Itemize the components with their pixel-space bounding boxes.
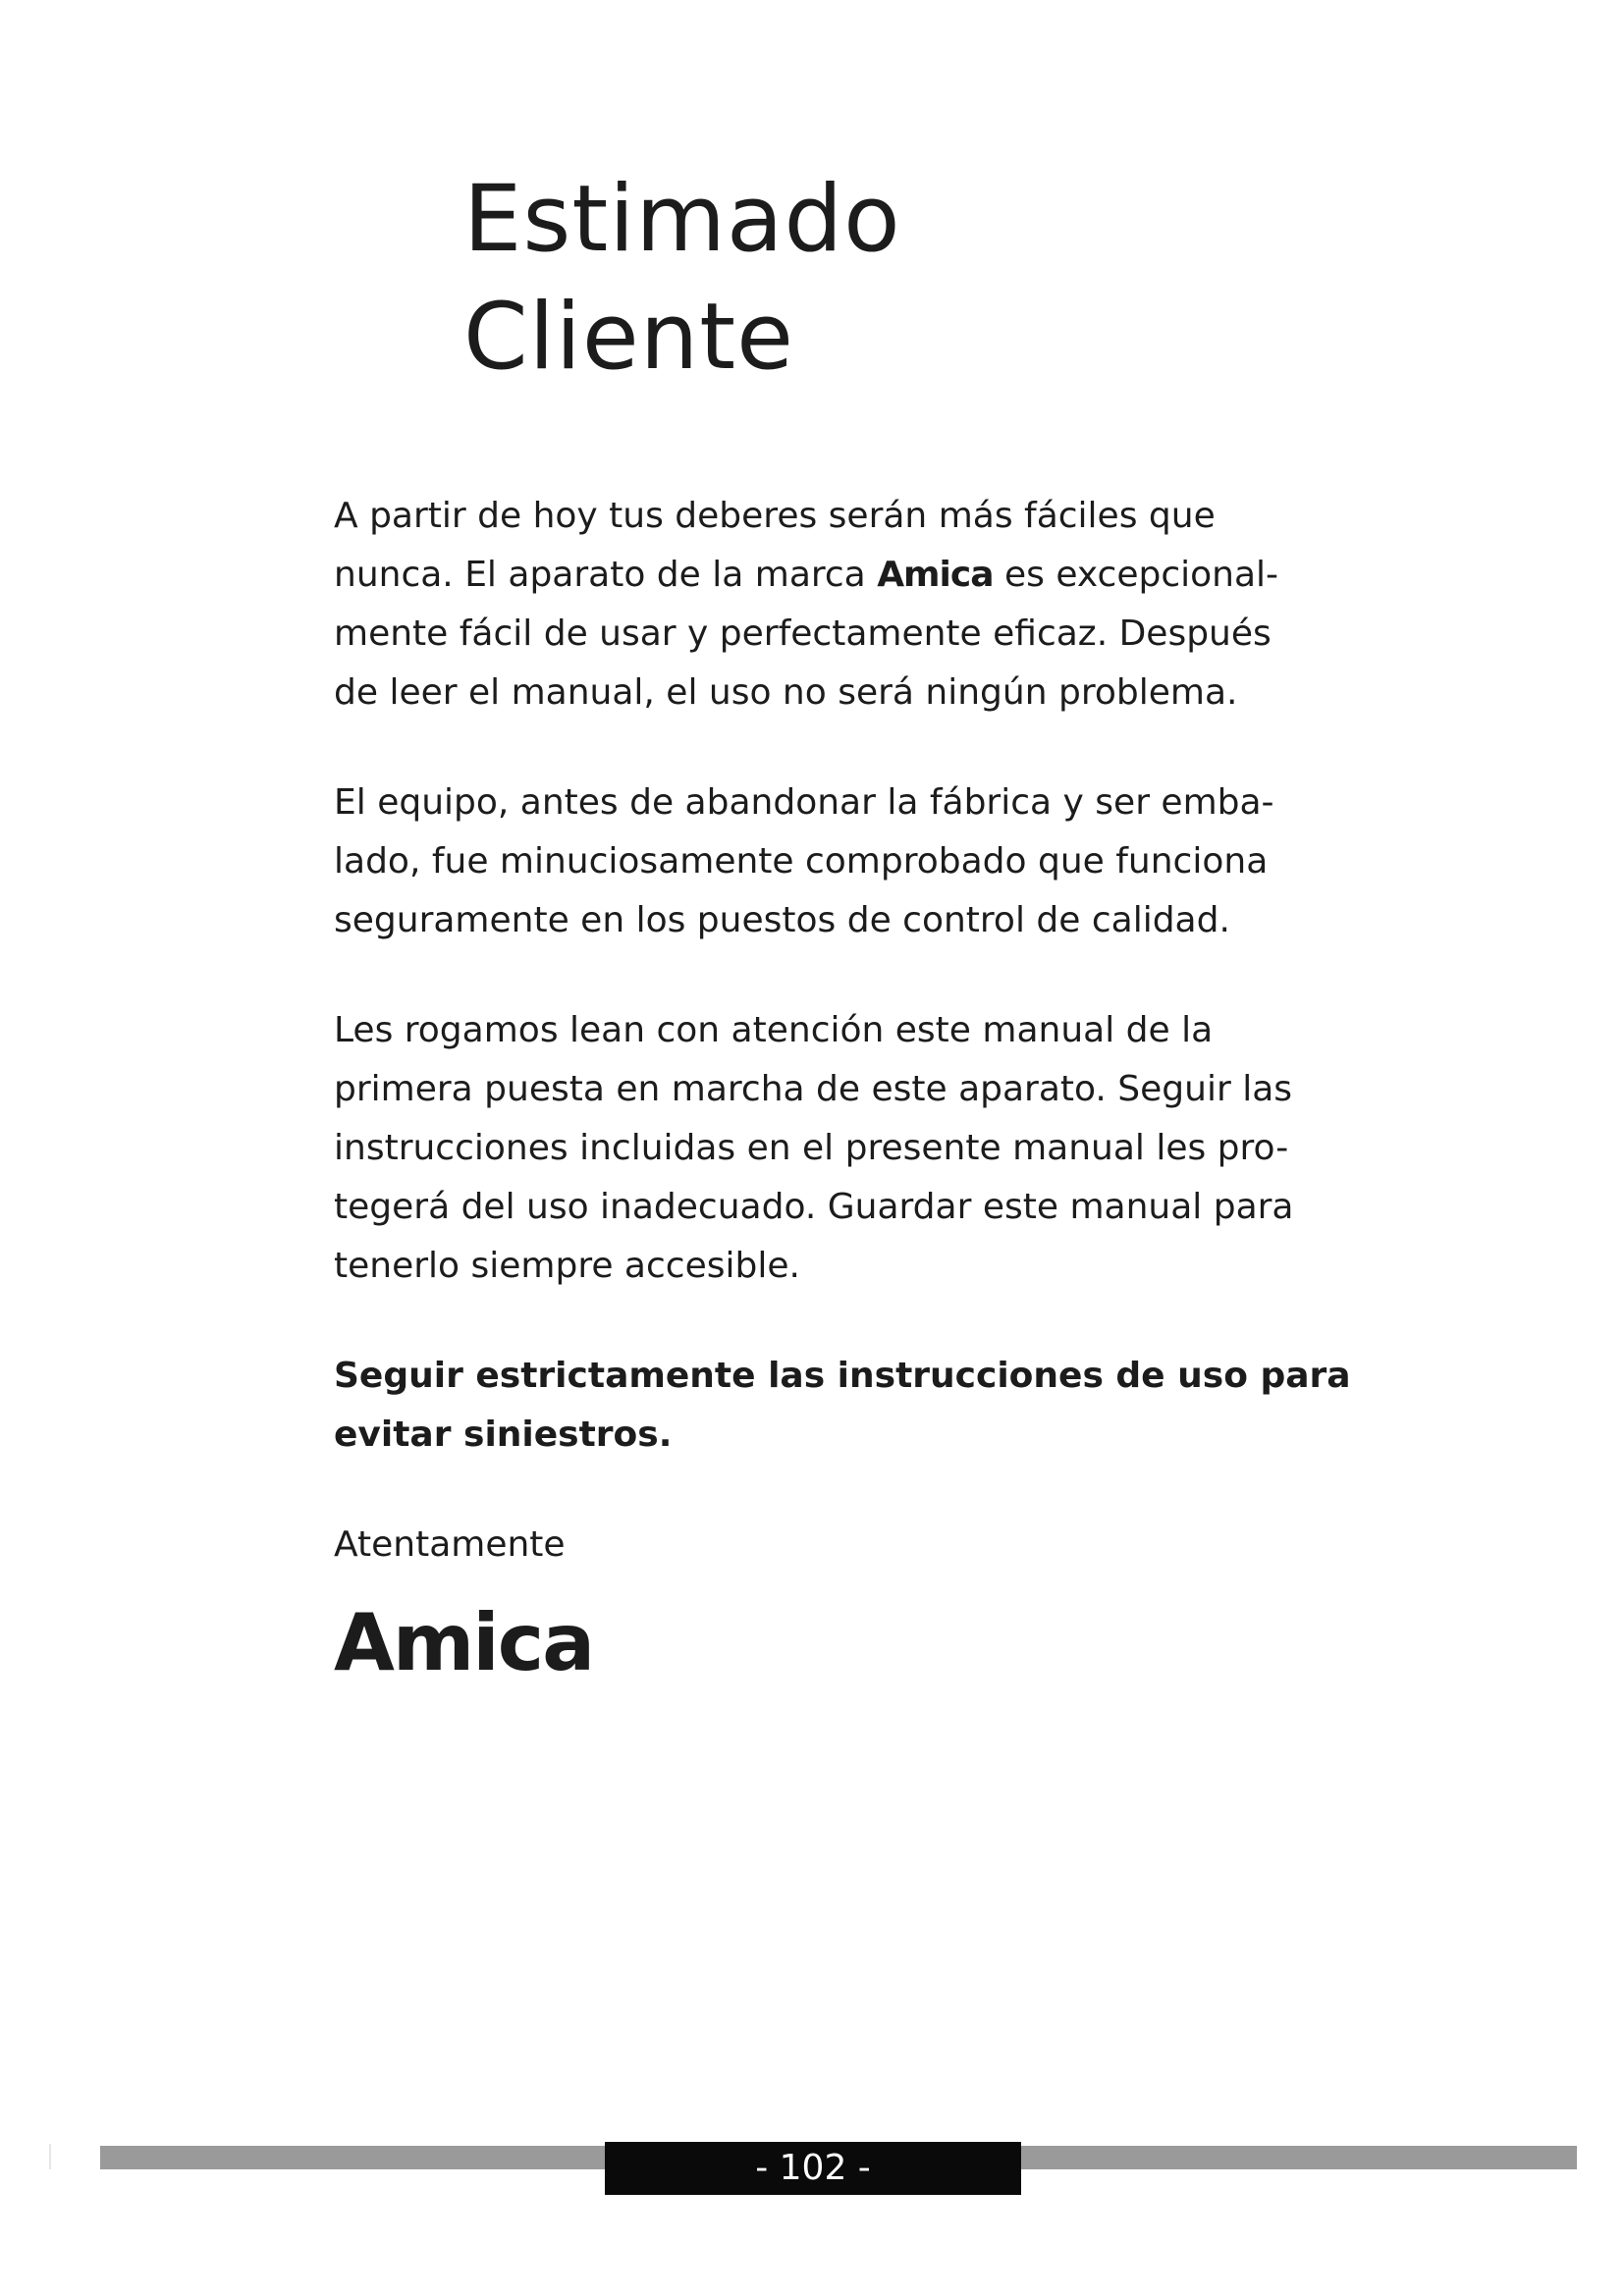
warning-paragraph bbox=[334, 1347, 1351, 1465]
text-line: tenerlo siempre accesible. bbox=[334, 1246, 800, 1286]
page-number: - 102 - bbox=[605, 2142, 1021, 2195]
text-segment: nunca. El aparato de la marca bbox=[334, 555, 878, 595]
text-line: instrucciones incluidas en el presente manual les pro- bbox=[334, 1128, 1289, 1168]
margin-mark bbox=[49, 2144, 51, 2169]
text-line: lado, fue minuciosamente comprobado que funciona bbox=[334, 841, 1269, 881]
inline-brand-logo: Amica bbox=[877, 555, 994, 595]
text-line-with-brand bbox=[334, 546, 1316, 605]
text-line: seguramente en los puestos de control de calidad. bbox=[334, 900, 1230, 940]
text-line: El equipo, antes de abandonar la fábrica y ser emba- bbox=[334, 782, 1274, 823]
title-line-1: Estimado bbox=[463, 166, 901, 273]
text-line: de leer el manual, el uso no será ningún problema. bbox=[334, 672, 1238, 713]
page-title bbox=[463, 161, 1347, 397]
paragraph-manual bbox=[334, 1001, 1316, 1296]
paragraph-quality bbox=[334, 774, 1316, 950]
paragraph-intro bbox=[334, 487, 1316, 722]
text-line: primera puesta en marcha de este aparato. Seguir las bbox=[334, 1069, 1293, 1109]
letter-body bbox=[334, 487, 1351, 1690]
text-line: mente fácil de usar y perfectamente eficaz. Después bbox=[334, 614, 1272, 654]
text-line: Seguir estrictamente las instrucciones de uso para bbox=[334, 1356, 1351, 1396]
text-line: tegerá del uso inadecuado. Guardar este manual para bbox=[334, 1187, 1294, 1227]
text-line: Les rogamos lean con atención este manual de la bbox=[334, 1010, 1214, 1050]
closing-text: Atentamente bbox=[334, 1524, 566, 1565]
text-line: evitar siniestros. bbox=[334, 1415, 673, 1455]
title-line-2: Cliente bbox=[463, 284, 794, 391]
text-line: A partir de hoy tus deberes serán más fáciles que bbox=[334, 496, 1216, 536]
brand-logo: Amica bbox=[334, 1597, 594, 1688]
text-segment: es excepcional- bbox=[993, 555, 1279, 595]
